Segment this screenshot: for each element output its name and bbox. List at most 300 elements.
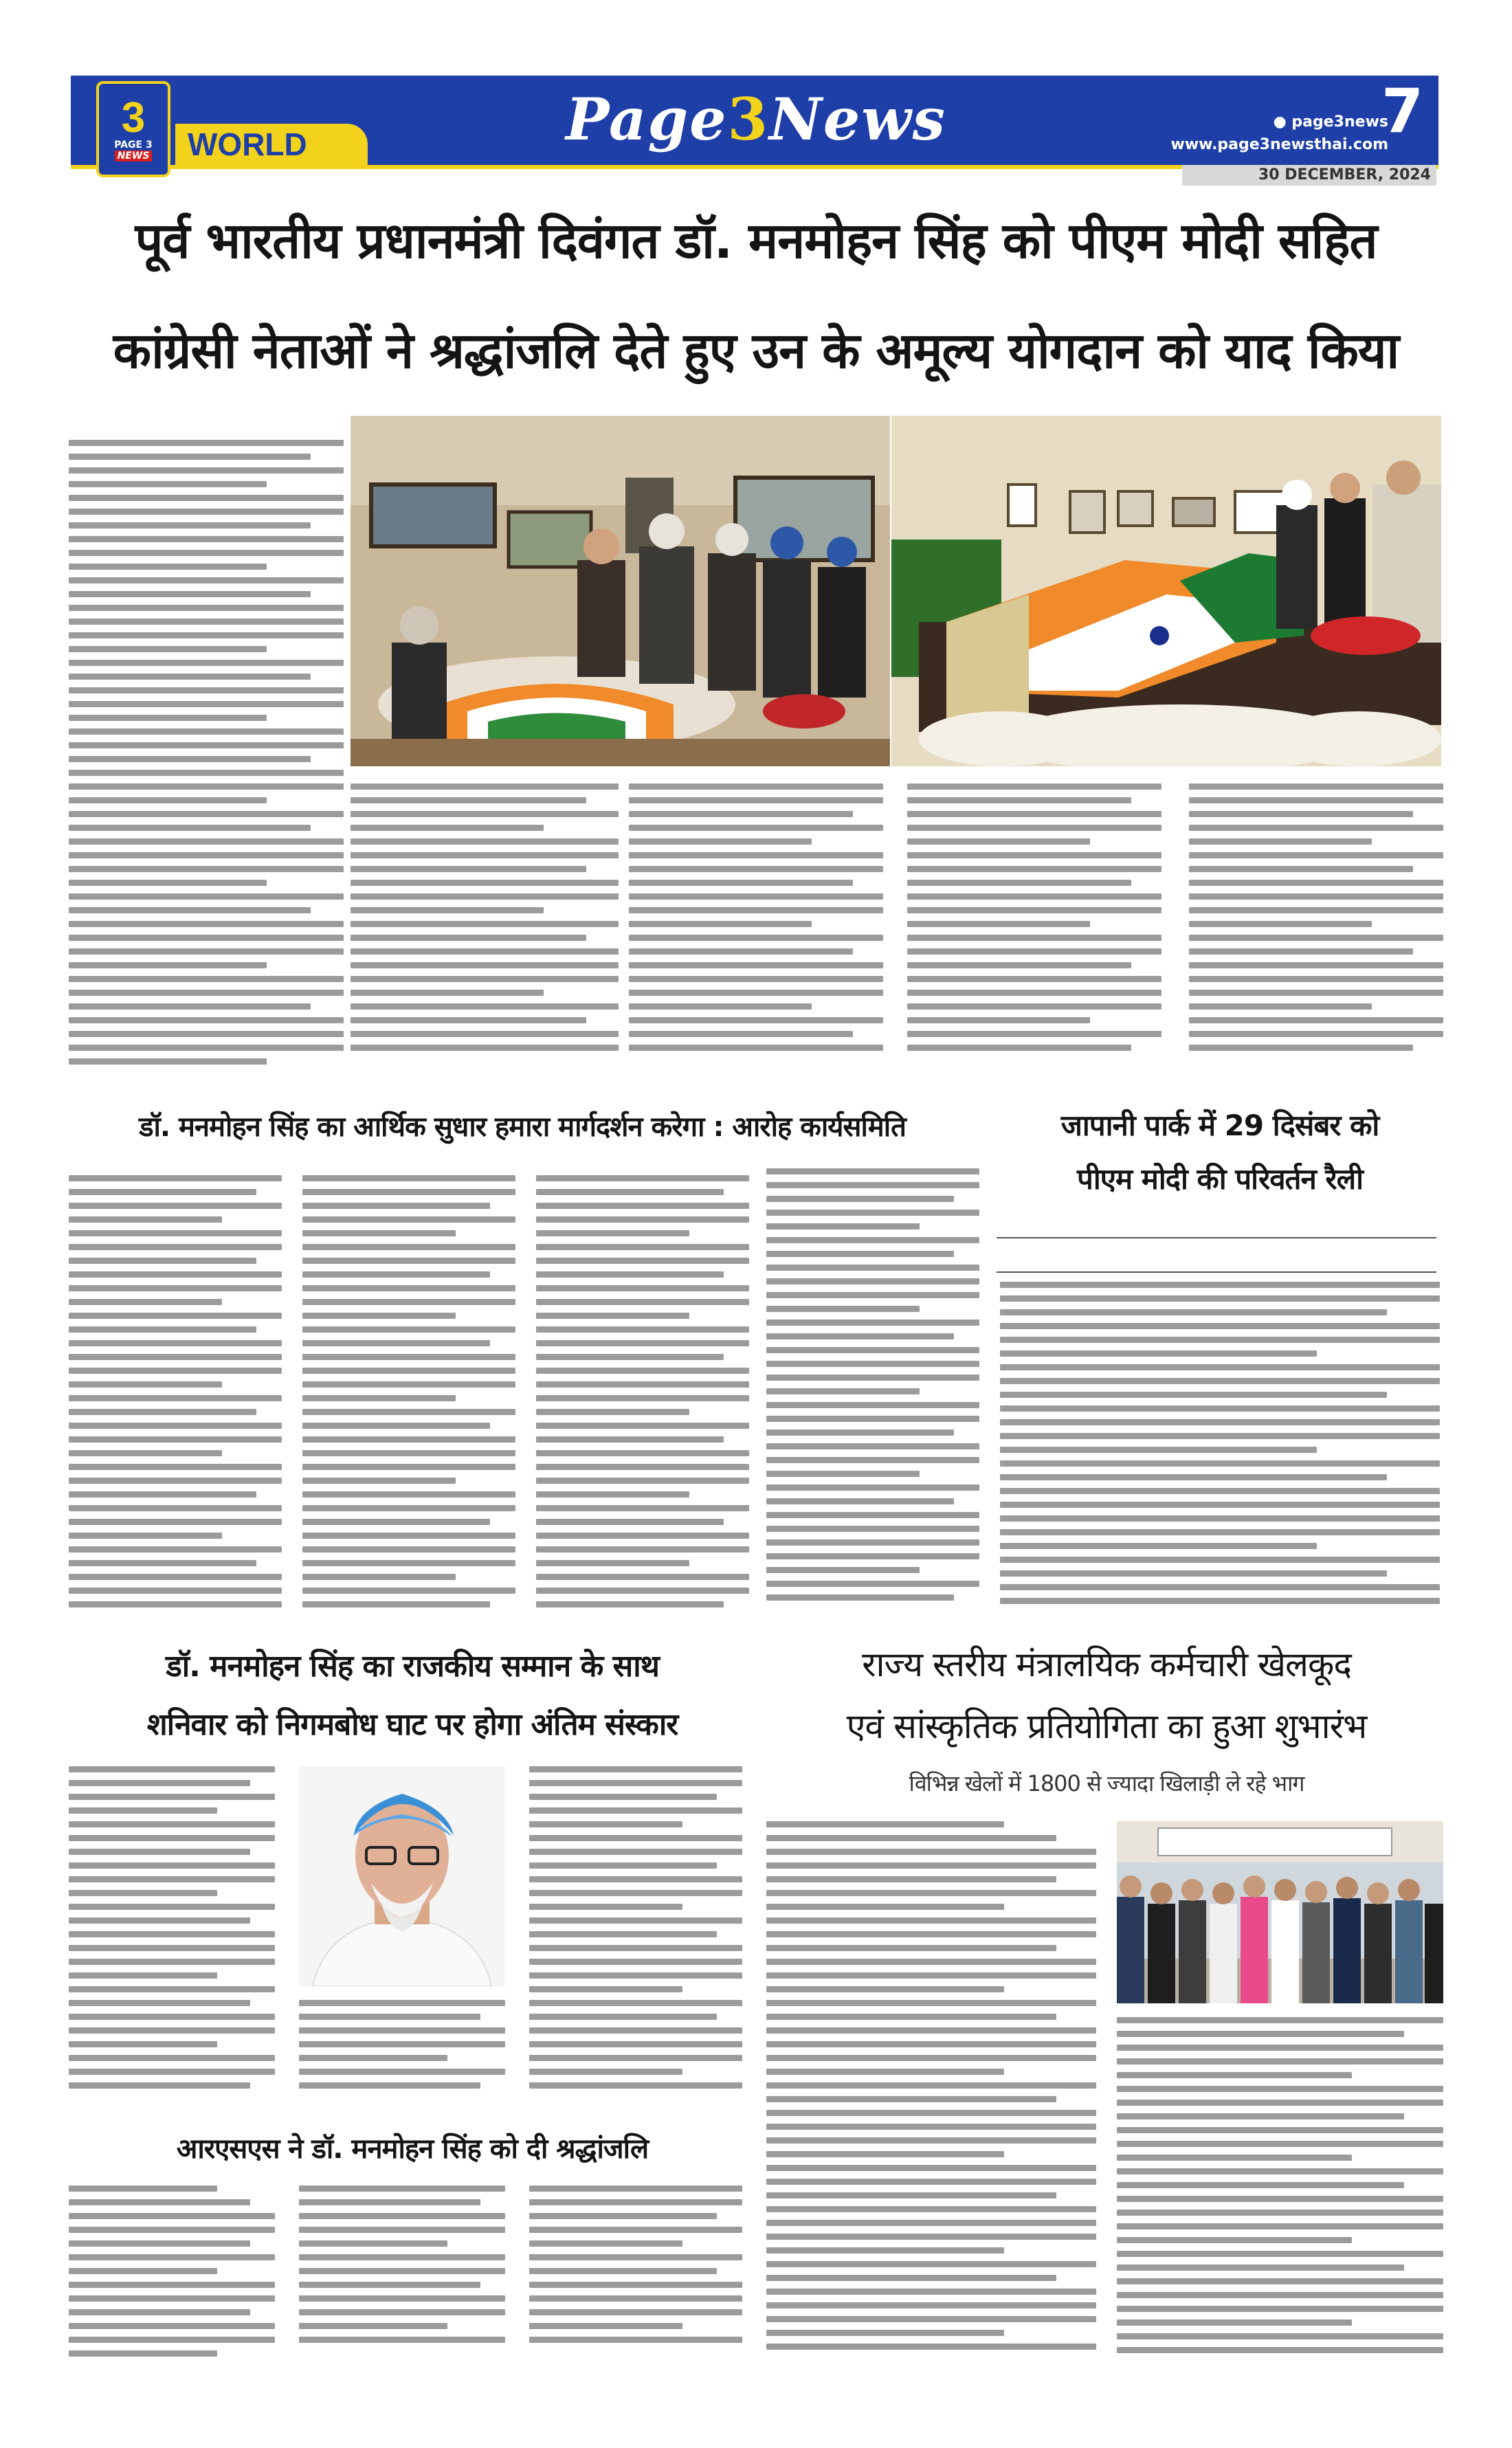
text-line <box>302 1340 490 1346</box>
date-bar: 30 DECEMBER, 2024 <box>1182 165 1436 186</box>
text-line <box>536 1368 749 1374</box>
text-line <box>529 2082 742 2089</box>
text-line <box>629 838 812 845</box>
text-line <box>629 1017 883 1023</box>
text-line <box>302 1271 490 1278</box>
text-line <box>529 2041 742 2047</box>
text-line <box>629 811 853 817</box>
story5-subhead: विभिन्न खेलों में 1800 से ज्यादा खिलाड़ी ले रहे भाग <box>909 1770 1304 1796</box>
text-line <box>766 2096 1056 2102</box>
text-line <box>69 577 344 583</box>
story6-column-3 <box>529 2185 742 2385</box>
text-line <box>69 880 267 886</box>
text-line <box>299 2082 480 2089</box>
text-line <box>351 880 619 886</box>
story2-column-3 <box>536 1175 749 1615</box>
text-line <box>529 1904 682 1910</box>
text-line <box>907 866 1161 872</box>
text-line <box>302 1381 515 1388</box>
text-line <box>529 2282 742 2288</box>
text-line <box>529 2055 742 2061</box>
text-line <box>69 838 344 845</box>
story3-body <box>1000 1282 1440 1618</box>
text-line <box>536 1395 749 1401</box>
text-line <box>1117 2155 1352 2161</box>
text-line <box>1000 1570 1387 1577</box>
text-line <box>1189 866 1413 872</box>
text-line <box>1117 2072 1352 2078</box>
text-line <box>69 742 344 748</box>
text-line <box>1189 935 1443 941</box>
text-line <box>1117 2113 1404 2119</box>
text-line <box>69 2295 275 2302</box>
text-line <box>766 1553 979 1559</box>
text-line <box>529 2069 682 2075</box>
text-line <box>629 921 812 927</box>
text-line <box>907 811 1161 817</box>
text-line <box>529 2000 742 2006</box>
text-line <box>529 1931 717 1937</box>
text-line <box>766 2165 1096 2171</box>
text-line <box>629 1031 853 1037</box>
text-line <box>302 1326 515 1333</box>
text-line <box>529 1917 742 1924</box>
text-line <box>351 1017 586 1023</box>
text-line <box>299 2027 505 2034</box>
text-line <box>529 1972 742 1979</box>
text-line <box>299 2055 447 2061</box>
text-line <box>351 811 619 817</box>
text-line <box>536 1189 724 1195</box>
text-line <box>529 1821 682 1827</box>
divider <box>997 1237 1436 1238</box>
text-line <box>766 1237 979 1243</box>
text-line <box>536 1409 689 1415</box>
text-line <box>766 1484 979 1491</box>
text-line <box>69 1285 282 1291</box>
text-line <box>536 1216 749 1223</box>
text-line <box>766 1375 979 1381</box>
text-line <box>69 1340 282 1346</box>
text-line <box>766 1862 1096 1869</box>
text-line <box>69 1904 275 1910</box>
text-line <box>1117 2058 1443 2065</box>
text-line <box>766 2041 1096 2047</box>
text-line <box>1117 2182 1404 2188</box>
text-line <box>766 1182 979 1188</box>
text-line <box>69 1766 275 1772</box>
text-line <box>69 1299 222 1305</box>
text-line <box>1117 2086 1443 2092</box>
text-line <box>529 2323 682 2329</box>
text-line <box>302 1478 456 1484</box>
text-line <box>766 2206 1096 2212</box>
text-line <box>299 2185 505 2192</box>
text-line <box>536 1326 749 1333</box>
text-line <box>299 2268 505 2274</box>
text-line <box>69 1203 282 1209</box>
main-story-column-5 <box>1189 783 1443 1086</box>
text-line <box>529 2227 742 2233</box>
text-line <box>69 1244 282 1250</box>
text-line <box>1117 2333 1443 2339</box>
text-line <box>69 1423 282 1429</box>
text-line <box>1189 783 1443 790</box>
text-line <box>1000 1447 1317 1453</box>
section-tab <box>175 124 368 165</box>
tribute-photo-1 <box>351 416 890 766</box>
text-line <box>1000 1419 1440 1425</box>
text-line <box>69 2323 275 2329</box>
text-line <box>302 1354 515 1360</box>
text-line <box>299 2323 447 2329</box>
text-line <box>766 2289 1096 2295</box>
text-line <box>907 852 1161 858</box>
text-line <box>69 1945 275 1951</box>
text-line <box>69 1464 282 1470</box>
text-line <box>536 1230 689 1236</box>
text-line <box>351 825 544 831</box>
text-line <box>536 1244 749 1250</box>
text-line <box>529 1780 742 1786</box>
text-line <box>1189 880 1443 886</box>
text-line <box>69 811 344 817</box>
text-line <box>766 1416 979 1422</box>
text-line <box>69 866 344 872</box>
text-line <box>907 921 1090 927</box>
text-line <box>69 1189 256 1195</box>
text-line <box>69 1003 311 1010</box>
text-line <box>1189 838 1372 845</box>
text-line <box>536 1560 689 1566</box>
text-line <box>907 1031 1161 1037</box>
story4-column-1 <box>69 1766 275 2103</box>
text-line <box>536 1436 724 1443</box>
text-line <box>629 948 853 955</box>
main-story-column-2 <box>351 783 619 1086</box>
text-line <box>69 948 344 955</box>
text-line <box>766 1917 1096 1924</box>
text-line <box>766 1265 979 1271</box>
text-line <box>69 1986 275 1992</box>
text-line <box>299 2240 447 2247</box>
text-line <box>69 1045 344 1051</box>
text-line <box>766 2261 1096 2267</box>
text-line <box>1000 1350 1317 1357</box>
story5-column-2 <box>1117 2017 1443 2361</box>
story4-headline-line2: शनिवार को निगमबोध घाट पर होगा अंतिम संस्कार <box>146 1707 678 1742</box>
text-line <box>351 783 619 790</box>
text-line <box>536 1464 749 1470</box>
text-line <box>69 1058 267 1065</box>
text-line <box>351 893 619 900</box>
text-line <box>302 1189 515 1195</box>
text-line <box>766 1347 979 1353</box>
text-line <box>302 1258 515 1264</box>
text-line <box>529 1862 717 1869</box>
text-line <box>907 948 1161 955</box>
text-line <box>1000 1364 1440 1370</box>
text-line <box>1189 893 1443 900</box>
text-line <box>351 852 619 858</box>
story5-column-1 <box>766 1821 1096 2357</box>
text-line <box>629 907 883 913</box>
text-line <box>69 605 344 611</box>
text-line <box>69 1574 282 1580</box>
text-line <box>1000 1392 1387 1398</box>
text-line <box>69 1862 275 1869</box>
text-line <box>907 990 1161 996</box>
text-line <box>529 1945 742 1951</box>
text-line <box>766 1498 954 1504</box>
text-line <box>1000 1474 1387 1480</box>
text-line <box>907 962 1131 968</box>
text-line <box>907 907 1161 913</box>
text-line <box>529 2014 717 2020</box>
text-line <box>302 1560 515 1566</box>
story6-column-2 <box>299 2185 505 2385</box>
text-line <box>69 2027 275 2034</box>
text-line <box>529 2213 717 2219</box>
text-line <box>351 990 544 996</box>
text-line <box>1189 976 1443 982</box>
text-line <box>302 1436 515 1443</box>
text-line <box>536 1340 749 1346</box>
text-line <box>529 1890 742 1896</box>
text-line <box>529 2309 742 2315</box>
text-line <box>766 1223 920 1229</box>
text-line <box>1000 1460 1440 1467</box>
text-line <box>299 2213 505 2219</box>
text-line <box>299 2227 505 2233</box>
text-line <box>69 440 344 446</box>
text-line <box>536 1505 749 1511</box>
text-line <box>1117 2045 1443 2051</box>
text-line <box>629 825 883 831</box>
text-line <box>69 715 267 721</box>
text-line <box>69 2014 275 2020</box>
text-line <box>907 1003 1161 1010</box>
text-line <box>69 2069 275 2075</box>
story3-headline-line1: जापानी पार्क में 29 दिसंबर को <box>1060 1109 1379 1142</box>
text-line <box>302 1601 490 1607</box>
text-line <box>69 1890 217 1896</box>
text-line <box>529 1807 742 1814</box>
text-line <box>1189 962 1443 968</box>
social-handle: ● page3news <box>1273 113 1388 131</box>
text-line <box>1000 1598 1440 1604</box>
text-line <box>766 1278 979 1284</box>
text-line <box>766 1959 1096 1965</box>
text-line <box>69 2213 275 2219</box>
text-line <box>302 1285 515 1291</box>
text-line <box>69 1533 222 1539</box>
text-line <box>69 1436 282 1443</box>
text-line <box>69 1017 344 1023</box>
text-line <box>529 1986 682 1992</box>
brand-right: News <box>769 85 946 153</box>
text-line <box>69 921 344 927</box>
text-line <box>69 1835 275 1841</box>
text-line <box>766 1388 920 1394</box>
text-line <box>766 2179 1096 2185</box>
story5-headline-line2: एवं सांस्कृतिक प्रतियोगिता का हुआ शुभारंभ <box>846 1706 1367 1746</box>
text-line <box>766 2302 1096 2308</box>
text-line <box>1117 2196 1443 2202</box>
text-line <box>907 797 1131 803</box>
text-line <box>69 1588 282 1594</box>
text-line <box>1189 852 1443 858</box>
text-line <box>351 866 586 872</box>
text-line <box>299 2069 505 2075</box>
text-line <box>302 1244 515 1250</box>
text-line <box>69 1395 282 1401</box>
text-line <box>766 1581 979 1587</box>
text-line <box>1000 1543 1317 1549</box>
story6-headline: आरएसएस ने डॉ. मनमोहन सिंह को दी श्रद्धांजलि <box>176 2133 649 2165</box>
text-line <box>69 728 344 735</box>
logo-small-text: PAGE 3 <box>114 140 153 151</box>
divider <box>997 1271 1436 1273</box>
text-line <box>302 1464 515 1470</box>
text-line <box>69 687 344 693</box>
story5-headline-line1: राज्य स्तरीय मंत्रालयिक कर्मचारी खेलकूद <box>862 1645 1351 1684</box>
text-line <box>907 825 1161 831</box>
text-line <box>766 1471 920 1477</box>
text-line <box>351 1031 619 1037</box>
text-line <box>351 838 619 845</box>
text-line <box>69 1491 256 1498</box>
text-line <box>302 1299 515 1305</box>
text-line <box>629 852 883 858</box>
text-line <box>302 1203 490 1209</box>
text-line <box>536 1271 724 1278</box>
text-line <box>766 1945 1056 1951</box>
text-line <box>1189 797 1443 803</box>
text-line <box>69 454 311 460</box>
text-line <box>69 1031 344 1037</box>
text-line <box>766 2234 1096 2240</box>
text-line <box>629 962 883 968</box>
text-line <box>302 1491 515 1498</box>
text-line <box>1117 2141 1443 2147</box>
text-line <box>69 1807 217 1814</box>
text-line <box>766 1876 1056 1882</box>
text-line <box>1000 1502 1440 1508</box>
text-line <box>69 2185 217 2192</box>
text-line <box>351 976 619 982</box>
text-line <box>351 797 586 803</box>
text-line <box>351 935 586 941</box>
text-line <box>529 2199 742 2205</box>
text-line <box>69 701 344 707</box>
text-line <box>536 1299 749 1305</box>
text-line <box>299 2337 505 2343</box>
text-line <box>766 2014 1056 2020</box>
text-line <box>302 1505 515 1511</box>
text-line <box>1117 2306 1443 2312</box>
text-line <box>536 1450 749 1456</box>
text-line <box>69 536 344 542</box>
text-line <box>529 1959 742 1965</box>
text-line <box>766 2151 1004 2157</box>
text-line <box>536 1258 749 1264</box>
text-line <box>69 1230 282 1236</box>
text-line <box>1000 1433 1440 1439</box>
main-headline-line2: कांग्रेसी नेताओं ने श्रद्धांजलि देते हुए उन के अमूल्य योगदान को याद किया <box>113 322 1399 379</box>
text-line <box>1117 2319 1352 2326</box>
main-headline-line1: पूर्व भारतीय प्रधानमंत्री दिवंगत डॉ. मनमोहन सिंह को पीएम मोदी सहित <box>135 212 1377 269</box>
text-line <box>69 1821 275 1827</box>
text-line <box>69 2309 250 2315</box>
text-line <box>766 1821 1004 1827</box>
text-line <box>766 2316 1096 2322</box>
text-line <box>302 1533 515 1539</box>
text-line <box>1189 907 1443 913</box>
text-line <box>766 1835 1056 1841</box>
text-line <box>766 2330 1004 2336</box>
text-line <box>69 1849 250 1855</box>
text-line <box>1117 2237 1352 2243</box>
text-line <box>1117 2127 1443 2133</box>
logo-news-tag: NEWS <box>115 151 153 162</box>
text-line <box>1117 2265 1404 2271</box>
text-line <box>69 1876 275 1882</box>
text-line <box>69 2227 275 2233</box>
text-line <box>69 1175 282 1181</box>
text-line <box>766 2220 1096 2226</box>
text-line <box>1117 2278 1443 2284</box>
text-line <box>536 1533 749 1539</box>
text-line <box>766 1904 1004 1910</box>
story2-headline: डॉ. मनमोहन सिंह का आर्थिक सुधार हमारा मार्गदर्शन करेगा : आरोह कार्यसमिति <box>139 1111 906 1143</box>
text-line <box>529 2027 742 2034</box>
text-line <box>766 2027 1096 2034</box>
byline <box>69 412 344 440</box>
text-line <box>536 1354 724 1360</box>
text-line <box>1189 990 1443 996</box>
text-line <box>69 2000 250 2006</box>
brand-three: 3 <box>727 85 770 153</box>
text-line <box>302 1230 456 1236</box>
text-line <box>766 1443 979 1449</box>
text-line <box>766 1320 979 1326</box>
tribute-photo-2 <box>891 416 1441 766</box>
text-line <box>69 591 311 597</box>
text-line <box>69 1313 282 1319</box>
text-line <box>69 1354 282 1360</box>
text-line <box>1189 921 1372 927</box>
story4-headline-line1: डॉ. मनमोहन सिंह का राजकीय सम्मान के साथ <box>166 1649 659 1684</box>
text-line <box>1189 1031 1443 1037</box>
text-line <box>536 1491 689 1498</box>
text-line <box>629 990 883 996</box>
text-line <box>302 1588 515 1594</box>
text-line <box>766 2069 1004 2075</box>
main-story-column-3 <box>629 783 883 1086</box>
text-line <box>69 2337 275 2343</box>
text-line <box>69 1972 217 1979</box>
text-line <box>629 935 883 941</box>
text-line <box>907 935 1161 941</box>
text-line <box>907 1017 1090 1023</box>
text-line <box>351 921 619 927</box>
text-line <box>69 1381 222 1388</box>
text-line <box>1189 825 1443 831</box>
text-line <box>299 2014 480 2020</box>
text-line <box>1000 1529 1440 1535</box>
text-line <box>766 2275 1056 2281</box>
